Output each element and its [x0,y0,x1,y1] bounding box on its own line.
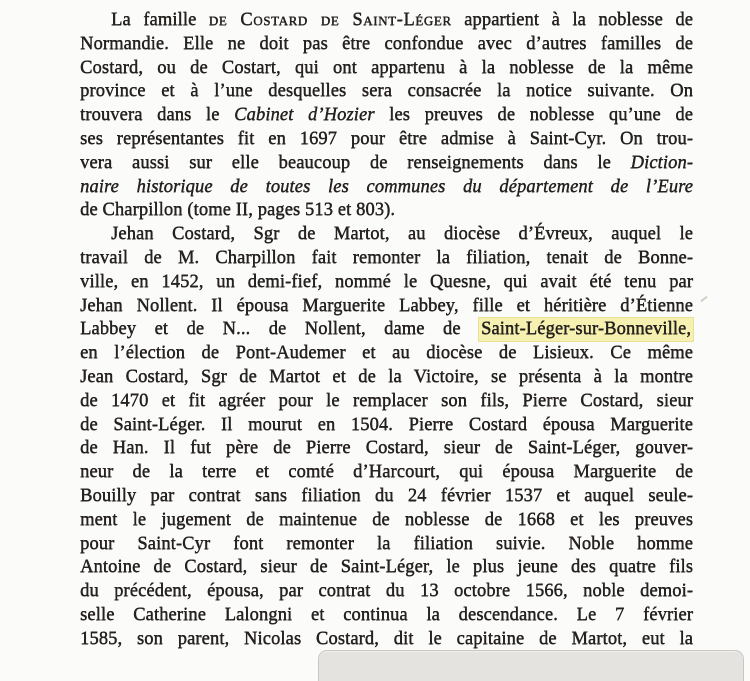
text-line [80,628,693,652]
text-line [80,604,693,628]
text-segment: de 1470 et fit agréer pour le remplacer son fils, Pierre Costard, sieur [80,390,693,411]
text-line [80,509,693,533]
text-line [80,318,693,342]
text-segment: travail de M. Charpillon fait remonter la filiation, tenait de Bonne- [80,247,693,268]
text-segment: en l’élection de Pont-Audemer et au diocèse de Lisieux. Ce même [80,343,693,364]
text-line [80,57,693,81]
text-line [80,295,693,319]
text-line [80,152,693,176]
text-line [80,199,693,223]
text-segment: pour Saint-Cyr font remonter la filiation suivie. Noble homme [80,533,693,554]
text-segment: Jehan Nollent. Il épousa Marguerite Labbey, fille et héritière d’Étienne [80,295,693,316]
text-line [80,80,693,104]
text-segment: de Saint-Léger. Il mourut en 1504. Pierre Costard épousa Marguerite [80,414,693,435]
text-segment: Labbey et de N... de Nollent, dame de [80,319,479,340]
text-segment: naire historique de toutes les communes du département de l’Eure [80,176,693,197]
text-segment: neur de la terre et comté d’Harcourt, qui épousa Marguerite de [80,462,693,483]
text-line [80,223,693,247]
text-segment: Jehan Costard, Sgr de Martot, au diocèse d’Évreux, auquel le [111,224,693,245]
text-segment: 1585, son parent, Nicolas Costard, dit le capitaine de Martot, eut la [80,628,693,649]
text-segment: du précédent, épousa, par contrat du 13 octobre 1566, noble demoi- [80,581,693,602]
text-line [80,271,693,295]
text-segment: Normandie. Elle ne doit pas être confondue avec d’autres familles de [80,33,693,54]
text-line [80,342,693,366]
text-line [80,485,693,509]
text-segment: ses représentantes fit en 1697 pour être admise à Saint-Cyr. On trou- [80,128,693,149]
text-segment: vera aussi sur elle beaucoup de renseignements dans le [80,152,631,173]
text-segment: La famille [111,10,209,30]
text-line [80,104,693,128]
text-line [80,437,693,461]
text-line [80,414,693,438]
text-segment: Bouilly par contrat sans filiation du 24 février 1537 et auquel seule- [80,485,693,506]
text-segment: de Han. Il fut père de Pierre Costard, sieur de Saint-Léger, gouver- [80,438,693,459]
text-line [80,176,693,200]
text-segment: Antoine de Costard, sieur de Saint-Léger, le plus jeune des quatre fils [80,557,693,578]
scan-artifact-mark [700,296,708,303]
bottom-popup-edge[interactable] [318,650,744,681]
text-line [80,556,693,580]
text-segment: de Charpillon (tome II, pages 513 et 803). [80,200,396,221]
text-segment: appartient à la noblesse de [451,10,693,30]
text-line [80,390,693,414]
text-segment: les preuves de noblesse qu’une de [374,105,693,126]
text-line [80,9,693,33]
text-segment: Jean Costard, Sgr de Martot et de la Victoire, se présenta à la montre [80,366,693,387]
text-line [80,580,693,604]
text-segment: Cabinet d’Hozier [234,105,375,126]
text-line [80,128,693,152]
text-segment: ment le jugement de maintenue de noblesse de 1668 et les preuves [80,509,693,530]
text-column [80,9,693,652]
text-line [80,461,693,485]
text-line [80,247,693,271]
text-line [80,533,693,557]
text-segment: de Costard de Saint-Léger [208,10,452,30]
text-line [80,366,693,390]
text-segment: province et à l’une desquelles sera consacrée la notice suivante. On [80,81,693,102]
text-segment: ville, en 1452, un demi-fief, nommé le Quesne, qui avait été tenu par [80,271,693,292]
text-segment: selle Catherine Lalongni et continua la descendance. Le 7 février [80,604,693,625]
text-segment: Diction- [630,152,693,173]
text-segment: trouvera dans le [80,105,235,126]
text-line [80,33,693,57]
search-highlight: Saint-Léger-sur-Bonneville, [480,319,691,340]
text-segment: Costard, ou de Costart, qui ont appartenu à la noblesse de la même [80,57,693,78]
